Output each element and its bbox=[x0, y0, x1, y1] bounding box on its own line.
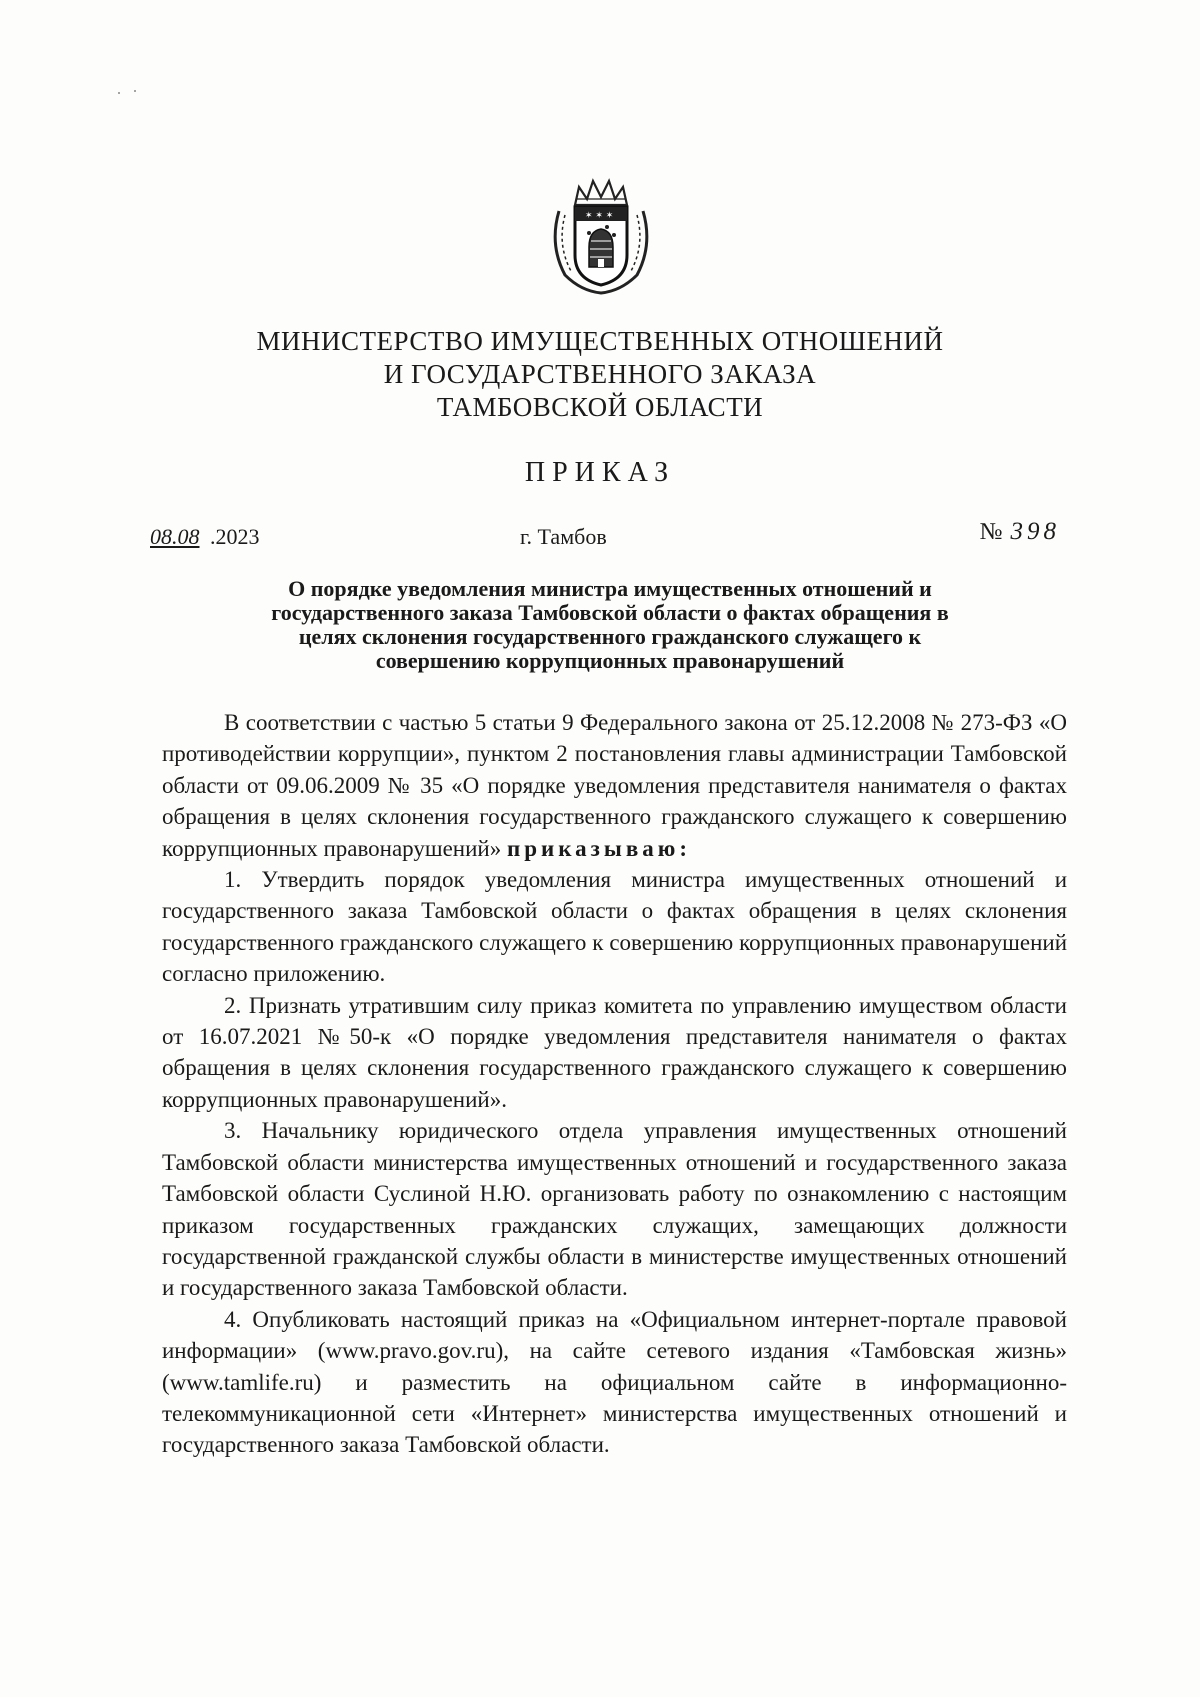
number-sign: № bbox=[979, 519, 1003, 545]
order-item-4: 4. Опубликовать настоящий приказ на «Официальном интернет-портале правовой информации» (www.pravo.gov.ru), на сайте сетевого издания «Тамбовская жизнь» (www.tamlife.ru) и разместить на официальном сайте в информационно-телекоммуникационной сети «Интернет» министерства имущественных отношений и государственного заказа Тамбовской области. bbox=[162, 1306, 1067, 1458]
ministry-line: МИНИСТЕРСТВО ИМУЩЕСТВЕННЫХ ОТНОШЕНИЙ bbox=[256, 326, 944, 356]
svg-text:✶ ✶ ✶: ✶ ✶ ✶ bbox=[585, 211, 614, 221]
tambov-coat-of-arms-emblem bbox=[545, 175, 657, 295]
order-subject bbox=[190, 577, 1030, 673]
subject-line: совершению коррупционных правонарушений bbox=[375, 648, 845, 673]
document-type-title: ПРИКАЗ bbox=[524, 457, 676, 488]
handwritten-date: 08.08 bbox=[150, 524, 200, 549]
subject-line: О порядке уведомления министра имущественных отношений и bbox=[288, 576, 932, 601]
date-city-number-line bbox=[150, 518, 1060, 558]
handwritten-number: 398 bbox=[1010, 518, 1060, 545]
subject-line: государственного заказа Тамбовской области о фактах обращения в bbox=[271, 600, 949, 625]
scan-speck bbox=[134, 90, 136, 92]
date-year: .2023 bbox=[210, 524, 260, 549]
city-name: г. Тамбов bbox=[520, 524, 607, 549]
order-body bbox=[162, 707, 1067, 1461]
order-item-2: 2. Признать утратившим силу приказ комитета по управлению имуществом области от 16.07.2021 №50-к «О порядке уведомления представителя нанимателя о фактах обращения в целях склонения государственного гражданского служащего к совершению коррупционных правонарушений». bbox=[162, 992, 1067, 1112]
order-item-1: 1. Утвердить порядок уведомления министра имущественных отношений и государственного заказа Тамбовской области о фактах обращения в целях склонения государственного гражданского служащего к совершению коррупционных правонарушений согласно приложению. bbox=[162, 867, 1067, 987]
ministry-line: ТАМБОВСКОЙ ОБЛАСТИ bbox=[436, 392, 764, 422]
preamble-paragraph bbox=[162, 707, 1067, 864]
ministry-header bbox=[150, 325, 1050, 424]
ministry-line: И ГОСУДАРСТВЕННОГО ЗАКАЗА bbox=[383, 359, 817, 389]
scan-speck bbox=[118, 92, 120, 94]
subject-line: целях склонения государственного гражданского служащего к bbox=[298, 624, 922, 649]
preamble-text: В соответствии с частью 5 статьи 9 Федерального закона от 25.12.2008 № 273-ФЗ «О противодействии коррупции», пунктом 2 постановления главы администрации Тамбовской области от 09.06.2009 № 35 «О порядке уведомления представителя нанимателя о фактах обращения в целях склонения государственного гражданского служащего к совершению коррупционных правонарушений» bbox=[162, 710, 1067, 861]
order-number bbox=[980, 518, 1060, 546]
order-word: приказываю: bbox=[506, 835, 692, 861]
order-item-3: 3. Начальнику юридического отдела управления имущественных отношений Тамбовской области министерства имущественных отношений и государственного заказа Тамбовской области Суслиной Н.Ю. организовать работу по ознакомлению с настоящим приказом государственных гражданских служащих, замещающих должности государственной гражданской службы области в министерстве имущественных отношений и государственного заказа Тамбовской области. bbox=[162, 1118, 1067, 1301]
